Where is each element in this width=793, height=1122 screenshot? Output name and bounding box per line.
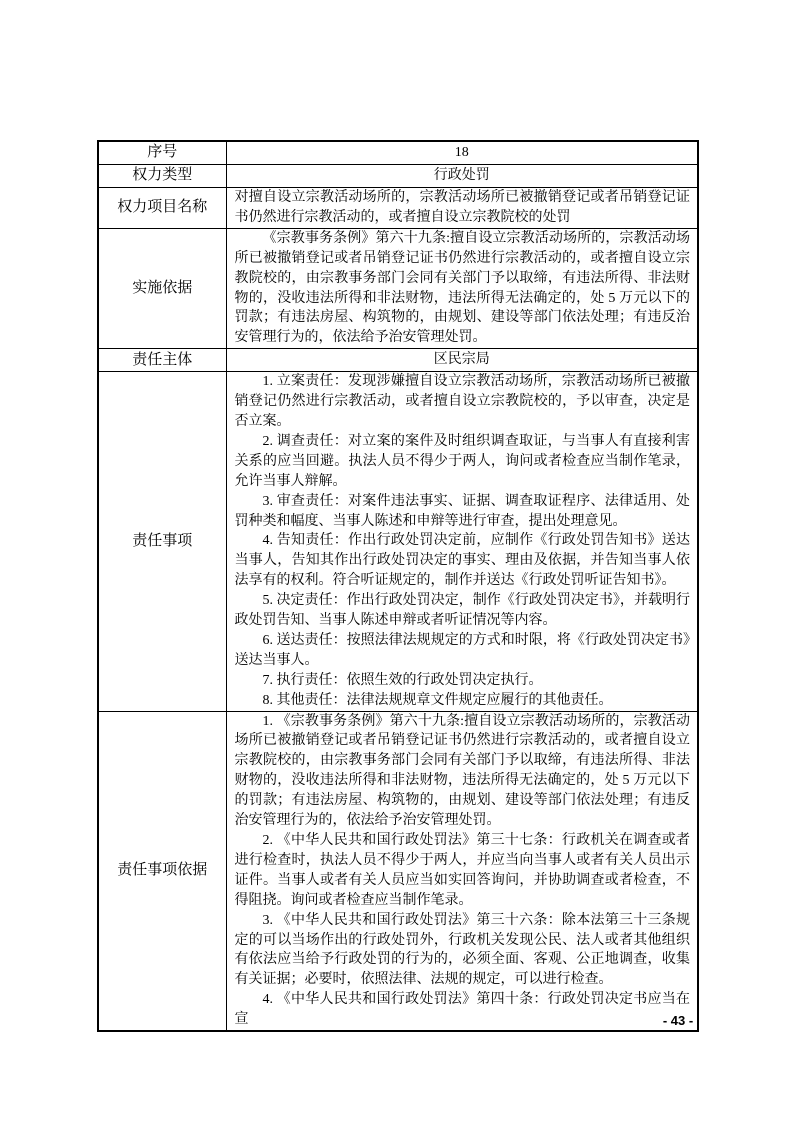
power-type-value: 行政处罚: [226, 164, 698, 187]
duty-basis-paragraph-2: 2. 《中华人民共和国行政处罚法》第三十七条：行政机关在调查或者进行检查时，执法人员不得少于两人，并应当向当事人或者有关人员出示证件。当事人或者有关人员应当如实回答询问，并协助调查或者检查，不得阻挠。询问或者检查应当制作笔录。: [234, 833, 690, 908]
power-item-name-value: 对擅自设立宗教活动场所的，宗教活动场所已被撤销登记或者吊销登记证书仍然进行宗教活动的，或者擅自设立宗教院校的处罚: [226, 187, 698, 228]
duty-paragraph-3: 3. 审查责任：对案件违法事实、证据、调查取证程序、法律适用、处罚种类和幅度、当事人陈述和申辩等进行审查，提出处理意见。: [234, 493, 690, 529]
implementation-basis-value: [226, 228, 698, 348]
duty-basis-paragraph-3: 3. 《中华人民共和国行政处罚法》第三十六条：除本法第三十三条规定的可以当场作出的行政处罚外，行政机关发现公民、法人或者其他组织有依法应当给予行政处罚的行为的，必须全面、客观、公正地调查，收集有关证据；必要时，依照法律、法规的规定，可以进行检查。: [234, 912, 690, 988]
serial-number-value: 18: [226, 141, 698, 164]
table-row: [98, 141, 698, 164]
row-label-responsibility-items: 责任事项: [98, 372, 226, 711]
table-row: [98, 164, 698, 187]
row-label-implementation-basis: 实施依据: [98, 228, 226, 348]
row-label-responsibility-basis: 责任事项依据: [98, 711, 226, 1031]
table-row: [98, 372, 698, 711]
row-label-serial-number: 序号: [98, 141, 226, 164]
duty-paragraph-6: 6. 送达责任：按照法律法规规定的方式和时限，将《行政处罚决定书》送达当事人。: [234, 632, 690, 668]
basis-paragraph: 《宗教事务条例》第六十九条:擅自设立宗教活动场所的，宗教活动场所已被撤销登记或者吊销登记证书仍然进行宗教活动的，或者擅自设立宗教院校的，由宗教事务部门会同有关部门予以取缔，有违法所得、非法财物的，没收违法所得和非法财物，违法所得无法确定的，处 5 万元以下的罚款；有违法房屋、构筑物的，由规划、建设等部门依法处理；有违反治安管理行为的，依法给予治安管理处罚。: [234, 230, 690, 346]
page-number: - 43 -: [662, 1013, 694, 1028]
responsibility-basis-value: [226, 711, 698, 1031]
duty-paragraph-2: 2. 调查责任：对立案的案件及时组织调查取证，与当事人有直接利害关系的应当回避。执法人员不得少于两人，询问或者检查应当制作笔录，允许当事人辩解。: [234, 433, 690, 489]
duty-paragraph-4: 4. 告知责任：作出行政处罚决定前，应制作《行政处罚告知书》送达当事人，告知其作出行政处罚决定的事实、理由及依据，并告知当事人依法享有的权利。符合听证规定的，制作并送达《行政处罚听证告知书》。: [234, 533, 690, 589]
duty-paragraph-5: 5. 决定责任：作出行政处罚决定，制作《行政处罚决定书》，并载明行政处罚告知、当事人陈述申辩或者听证情况等内容。: [234, 593, 690, 629]
table-row: [98, 187, 698, 228]
row-label-responsible-entity: 责任主体: [98, 349, 226, 372]
responsibility-items-value: [226, 372, 698, 711]
duty-paragraph-7: 7. 执行责任：依照生效的行政处罚决定执行。: [262, 672, 543, 688]
row-label-power-item-name: 权力项目名称: [98, 187, 226, 228]
responsible-entity-value: 区民宗局: [226, 349, 698, 372]
duty-paragraph-1: 1. 立案责任：发现涉嫌擅自设立宗教活动场所，宗教活动场所已被撤销登记仍然进行宗教活动，或者擅自设立宗教院校的，予以审查，决定是否立案。: [234, 374, 690, 429]
table-row: [98, 711, 698, 1031]
row-label-power-type: 权力类型: [98, 164, 226, 187]
duty-basis-paragraph-1: 1. 《宗教事务条例》第六十九条:擅自设立宗教活动场所的，宗教活动场所已被撤销登记或者吊销登记证书仍然进行宗教活动的，或者擅自设立宗教院校的，由宗教事务部门会同有关部门予以取缔，有违法所得、非法财物的，没收违法所得和非法财物，违法所得无法确定的，处 5 万元以下的罚款；有违法房屋、构筑物的，由规划、建设等部门依法处理；有违反治安管理行为的，依法给予治安管理处罚。: [234, 713, 690, 829]
table-row: [98, 349, 698, 372]
power-item-table: [97, 140, 699, 1032]
duty-paragraph-8: 8. 其他责任：法律法规规章文件规定应履行的其他责任。: [262, 692, 613, 708]
duty-basis-paragraph-4: 4. 《中华人民共和国行政处罚法》第四十条：行政处罚决定书应当在宣: [234, 992, 690, 1028]
table-row: [98, 228, 698, 348]
